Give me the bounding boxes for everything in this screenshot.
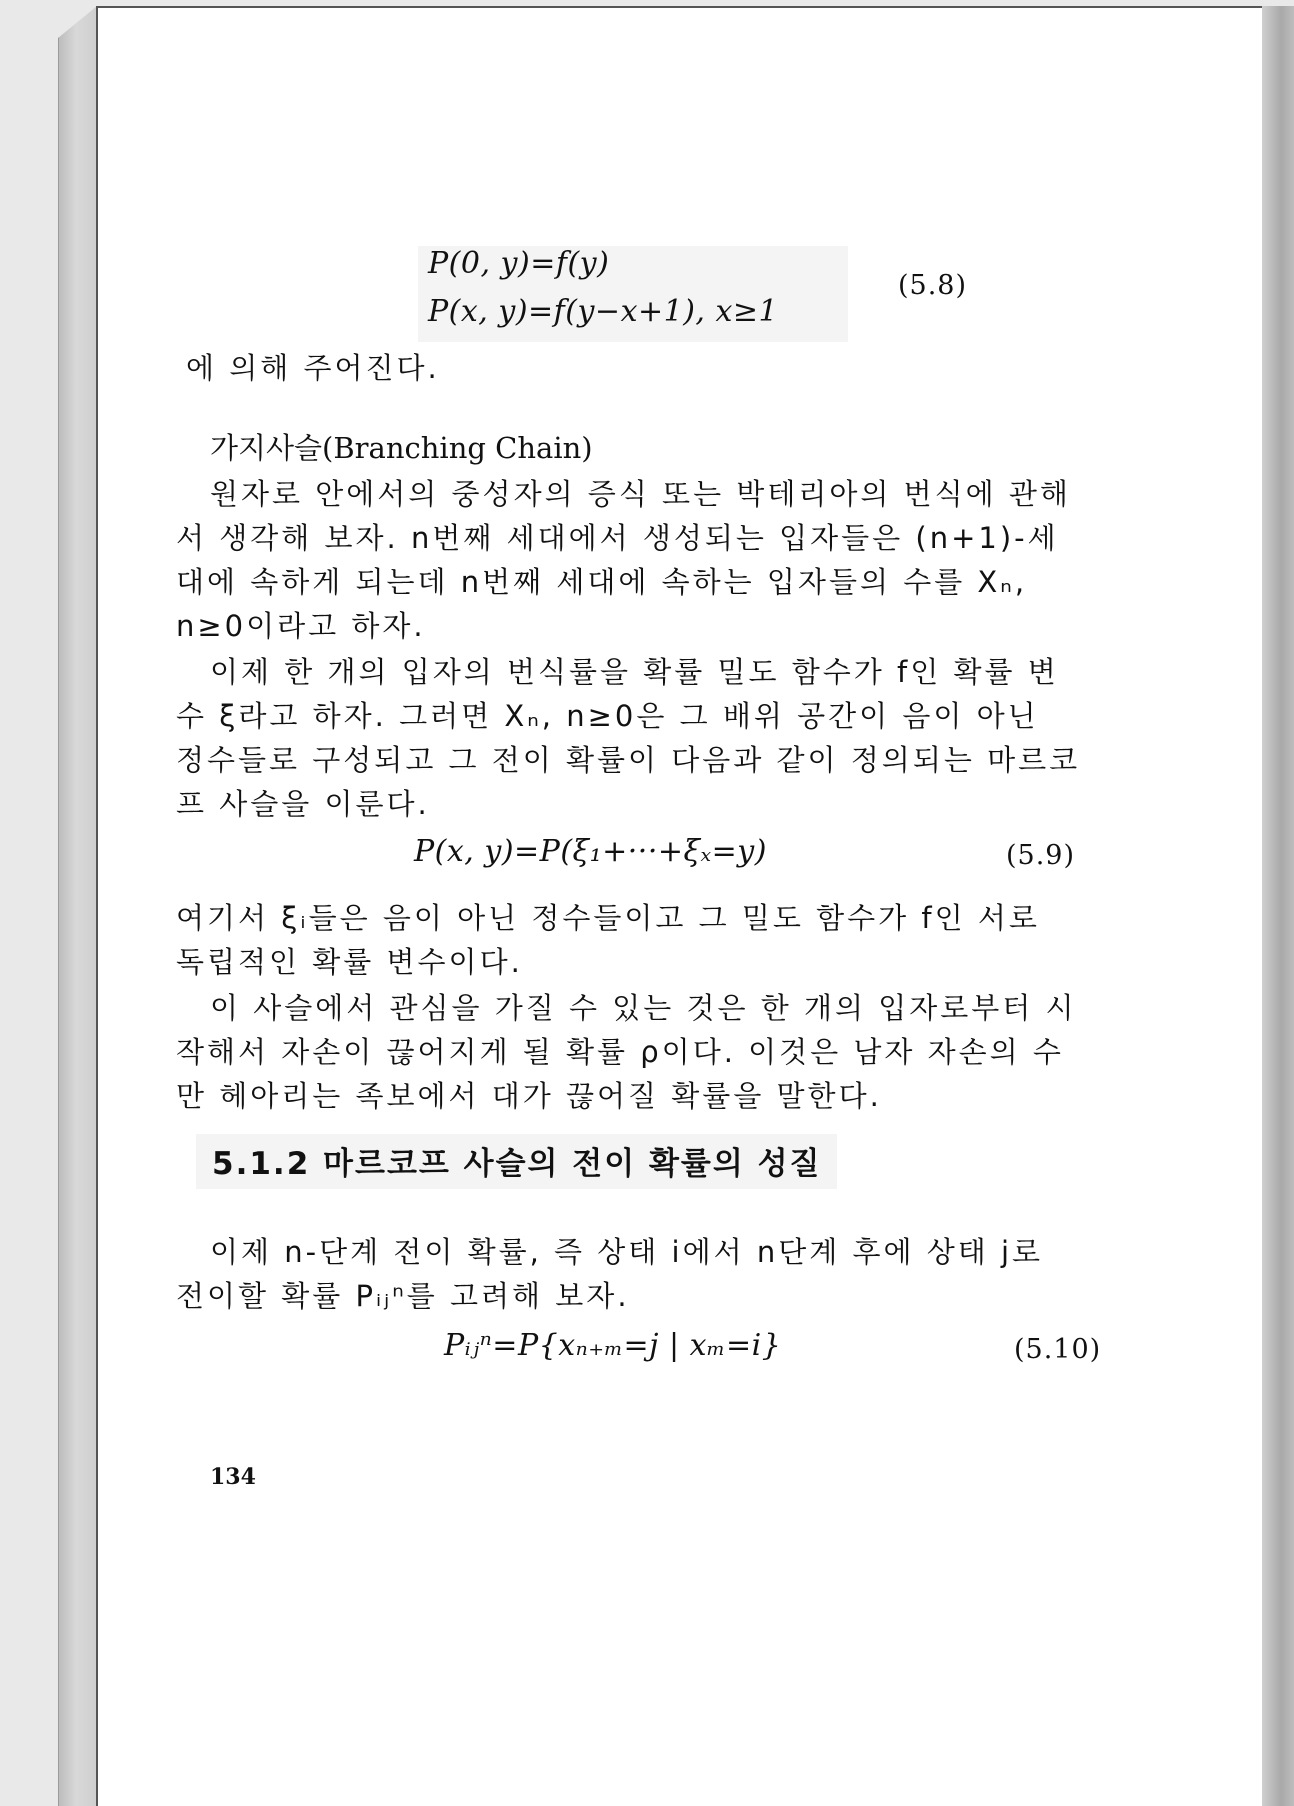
page-number: 134 (210, 1464, 256, 1490)
book-page-edges (1262, 6, 1294, 1806)
equation-5-9: P(x, y)=P(ξ₁+···+ξₓ=y) (414, 834, 767, 869)
paragraph-line: 만 헤아리는 족보에서 대가 끊어질 확률을 말한다. (176, 1079, 882, 1113)
paragraph-line: 이제 n-단계 전이 확률, 즉 상태 i에서 n단계 후에 상태 j로 (210, 1235, 1044, 1269)
paragraph-line: 수 ξ라고 하자. 그러면 Xₙ, n≥0은 그 배위 공간이 음이 아닌 (176, 699, 1039, 733)
paragraph-line: n≥0이라고 하자. (176, 609, 426, 643)
equation-5-8-line1: P(0, y)=f(y) (428, 246, 610, 281)
subsection-title-branching-chain: 가지사슬(Branching Chain) (210, 431, 593, 465)
section-heading: 5.1.2 마르코프 사슬의 전이 확률의 성질 (196, 1134, 837, 1189)
paragraph-line: 원자로 안에서의 중성자의 증식 또는 박테리아의 번식에 관해 (210, 477, 1071, 511)
text-line: 에 의해 주어진다. (186, 351, 440, 385)
paragraph-line: 대에 속하게 되는데 n번째 세대에 속하는 입자들의 수를 Xₙ, (176, 565, 1028, 599)
book-spine-edge (58, 6, 97, 1806)
equation-number-5-8: (5.8) (898, 270, 968, 301)
equation-5-10: Pᵢⱼⁿ=P{xₙ₊ₘ=j | xₘ=i} (444, 1328, 782, 1363)
paragraph-line: 독립적인 확률 변수이다. (176, 945, 523, 979)
paragraph-line: 프 사슬을 이룬다. (176, 787, 430, 821)
paragraph-line: 이제 한 개의 입자의 번식률을 확률 밀도 함수가 f인 확률 변 (210, 655, 1059, 689)
paragraph-line: 전이할 확률 Pᵢⱼⁿ를 고려해 보자. (176, 1279, 630, 1313)
paragraph-line: 작해서 자손이 끊어지게 될 확률 ρ이다. 이것은 남자 자손의 수 (176, 1035, 1064, 1069)
book-page (96, 6, 1262, 1806)
paragraph-line: 서 생각해 보자. n번째 세대에서 생성되는 입자들은 (n+1)-세 (176, 521, 1059, 555)
equation-5-8-line2: P(x, y)=f(y−x+1), x≥1 (428, 294, 779, 329)
equation-number-5-10: (5.10) (1014, 1334, 1102, 1365)
paragraph-line: 정수들로 구성되고 그 전이 확률이 다음과 같이 정의되는 마르코 (176, 743, 1081, 777)
paragraph-line: 이 사슬에서 관심을 가질 수 있는 것은 한 개의 입자로부터 시 (210, 991, 1077, 1025)
paragraph-line: 여기서 ξᵢ들은 음이 아닌 정수들이고 그 밀도 함수가 f인 서로 (176, 901, 1040, 935)
equation-5-8-block (418, 246, 848, 342)
equation-number-5-9: (5.9) (1006, 840, 1076, 871)
